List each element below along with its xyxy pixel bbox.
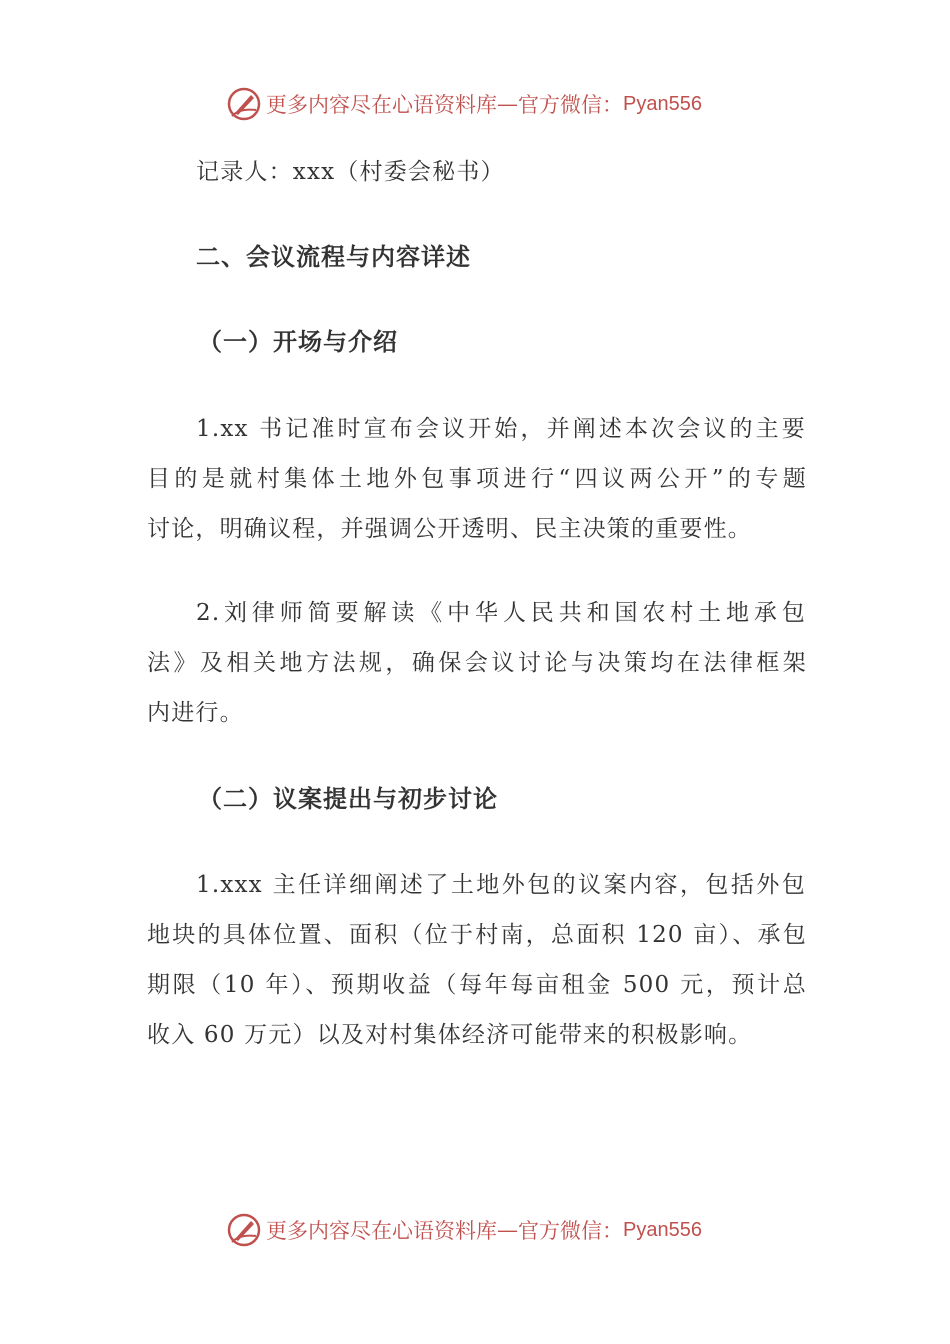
paragraph-line: 期限（10 年）、预期收益（每年每亩租金 500 元，预计总	[147, 972, 807, 998]
watermark-main-text: 更多内容尽在心语资料库	[266, 1219, 497, 1243]
pen-logo-icon	[226, 86, 262, 122]
subsection-title: （一）开场与介绍	[198, 328, 398, 356]
paragraph-line: 讨论，明确议程，并强调公开透明、民主决策的重要性。	[147, 516, 752, 542]
watermark-separator: —	[497, 1218, 518, 1242]
paragraph-line: 1.xx 书记准时宣布会议开始，并阐述本次会议的主要	[196, 416, 806, 442]
paragraph-line: 目的是就村集体土地外包事项进行“四议两公开”的专题	[147, 466, 807, 492]
paragraph-line: 内进行。	[147, 700, 244, 726]
section-title: 二、会议流程与内容详述	[196, 243, 471, 271]
watermark-wechat-id: Pyan556	[623, 1218, 702, 1241]
paragraph-line: 法》及相关地方法规，确保会议讨论与决策均在法律框架	[147, 650, 807, 676]
watermark-wechat-id: Pyan556	[623, 92, 702, 115]
watermark-wechat-label: 官方微信：	[518, 93, 623, 117]
watermark-separator: —	[497, 92, 518, 116]
pen-logo-icon	[226, 1212, 262, 1248]
paragraph-line: 2.刘律师简要解读《中华人民共和国农村土地承包	[196, 600, 806, 626]
watermark-footer	[226, 1210, 702, 1250]
subsection-title: （二）议案提出与初步讨论	[198, 785, 498, 813]
paragraph-line: 地块的具体位置、面积（位于村南，总面积 120 亩）、承包	[147, 922, 807, 948]
paragraph-line: 收入 60 万元）以及对村集体经济可能带来的积极影响。	[147, 1022, 753, 1048]
watermark-header	[226, 84, 702, 124]
recorder-line: 记录人：xxx（村委会秘书）	[196, 159, 505, 185]
paragraph-line: 1.xxx 主任详细阐述了土地外包的议案内容，包括外包	[196, 872, 806, 898]
watermark-main-text: 更多内容尽在心语资料库	[266, 93, 497, 117]
watermark-wechat-label: 官方微信：	[518, 1219, 623, 1243]
